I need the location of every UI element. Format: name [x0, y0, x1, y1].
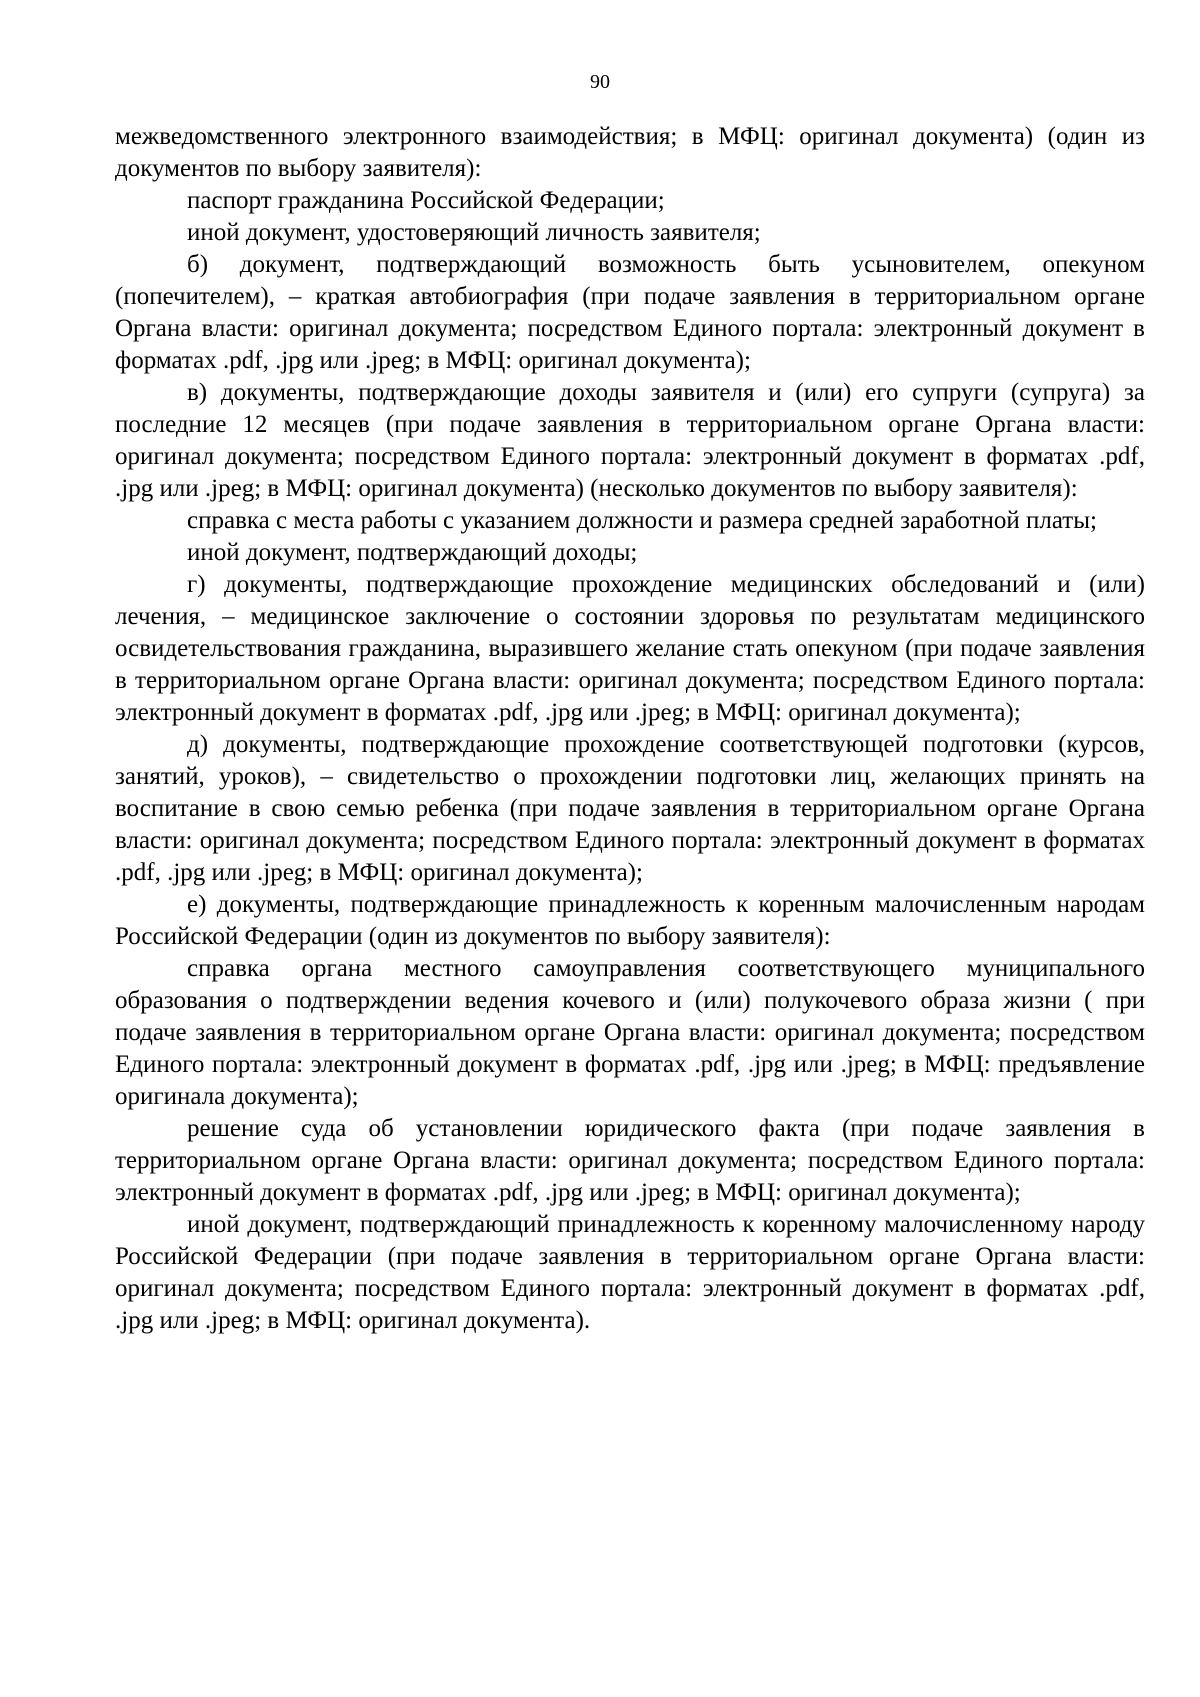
paragraph-list-item: решение суда об установлении юридического факта (при подаче заявления в территориальном органе Органа власти: оригинал документа; посредством Единого портала: электронный документ в форматах .pdf, .jpg или .jpeg; в МФЦ: оригинал документа); — [115, 1115, 1145, 1206]
paragraph-item-b: б) документ, подтверждающий возможность быть усыновителем, опекуном (попечителем), – краткая автобиография (при подаче заявления в территориальном органе Органа власти: оригинал документа; посредством Единого портала: электронный документ в форматах .pdf, .jpg или .jpeg; в МФЦ: оригинал документа); — [115, 251, 1145, 374]
paragraph-item-g: г) документы, подтверждающие прохождение медицинских обследований и (или) лечения, – медицинское заключение о состоянии здоровья по результатам медицинского освидетельствования гражданина, выразившего желание стать опекуном (при подаче заявления в территориальном органе Органа власти: оригинал документа; посредством Единого портала: электронный документ в форматах .pdf, .jpg или .jpeg; в МФЦ: оригинал документа); — [115, 571, 1145, 726]
paragraph-list-item: иной документ, подтверждающий принадлежность к коренному малочисленному народу Российской Федерации (при подаче заявления в территориальном органе Органа власти: оригинал документа; посредством Единого портала: электронный документ в форматах .pdf, .jpg или .jpeg; в МФЦ: оригинал документа). — [115, 1211, 1145, 1334]
document-body — [115, 121, 1145, 1337]
paragraph-list-item: иной документ, удостоверяющий личность заявителя; — [187, 219, 761, 246]
paragraph-item-e: е) документы, подтверждающие принадлежность к коренным малочисленным народам Российской Федерации (один из документов по выбору заявителя): — [115, 891, 1145, 950]
paragraph-list-item: справка органа местного самоуправления соответствующего муниципального образования о подтверждении ведения кочевого и (или) полукочевого образа жизни ( при подаче заявления в территориальном органе Органа власти: оригинал документа; посредством Единого портала: электронный документ в форматах .pdf, .jpg или .jpeg; в МФЦ: предъявление оригинала документа); — [115, 955, 1145, 1110]
paragraph-continuation: межведомственного электронного взаимодействия; в МФЦ: оригинал документа) (один из документов по выбору заявителя): — [115, 123, 1145, 182]
paragraph-list-item: справка с места работы с указанием должности и размера средней заработной платы; — [187, 507, 1097, 534]
paragraph-item-v: в) документы, подтверждающие доходы заявителя и (или) его супруги (супруга) за последние 12 месяцев (при подаче заявления в территориальном органе Органа власти: оригинал документа; посредством Единого портала: электронный документ в форматах .pdf, .jpg или .jpeg; в МФЦ: оригинал документа) (несколько документов по выбору заявителя): — [115, 379, 1145, 502]
paragraph-item-d: д) документы, подтверждающие прохождение соответствующей подготовки (курсов, занятий, уроков), – свидетельство о прохождении подготовки лиц, желающих принять на воспитание в свою семью ребенка (при подаче заявления в территориальном органе Органа власти: оригинал документа; посредством Единого портала: электронный документ в форматах .pdf, .jpg или .jpeg; в МФЦ: оригинал документа); — [115, 731, 1145, 886]
paragraph-list-item: паспорт гражданина Российской Федерации; — [187, 187, 665, 214]
page-number: 90 — [590, 71, 610, 93]
paragraph-list-item: иной документ, подтверждающий доходы; — [187, 539, 638, 566]
